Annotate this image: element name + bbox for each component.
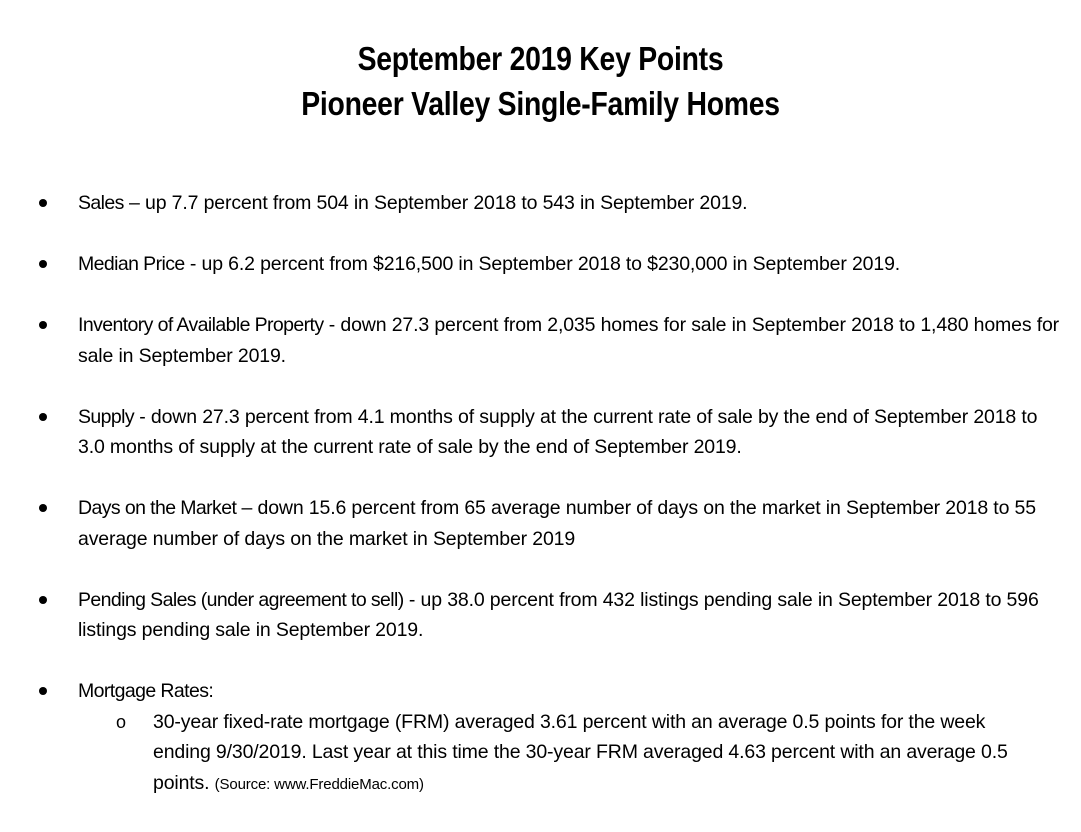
bullet-dot-icon [39, 321, 47, 329]
point-separator: - [323, 314, 341, 336]
point-text: down 15.6 percent from 65 average number of days on the market in September 2018 to 55 average number of days on the market in September 2019 [78, 497, 1036, 550]
bullet-dot-icon [39, 596, 47, 604]
bullet-dot-icon [39, 504, 47, 512]
point-separator: – [123, 192, 146, 214]
point-separator: – [236, 497, 258, 519]
point-text: up 6.2 percent from $216,500 in September 2018 to $230,000 in September 2019. [201, 253, 901, 275]
mortgage-source: (Source: www.FreddieMac.com) [214, 775, 424, 793]
key-points-list [0, 188, 1081, 831]
key-point-days-on-market [0, 493, 1081, 554]
point-label: Supply [78, 405, 135, 428]
key-point-supply [0, 402, 1081, 463]
point-text: down 27.3 percent from 2,035 homes for sale in September 2018 to 1,480 homes for sale in September 2019. [78, 314, 1060, 367]
key-point-pending-sales [0, 585, 1081, 646]
bullet-dot-icon [39, 687, 47, 695]
point-label: Median Price [78, 253, 185, 275]
document-title [0, 36, 1081, 126]
point-separator: - [403, 588, 421, 611]
bullet-dot-icon [39, 260, 47, 268]
title-line-1: September 2019 Key Points [357, 40, 724, 77]
key-point-sales [0, 188, 1081, 219]
key-point-inventory [0, 310, 1081, 371]
point-label: Sales [78, 192, 124, 214]
bullet-dot-icon [39, 199, 47, 207]
bullet-dot-icon [39, 413, 47, 421]
point-text: up 38.0 percent from 432 listings pending sale in September 2018 to 596 listings pending sale in September 2019. [78, 588, 1039, 641]
point-separator: - [184, 253, 202, 275]
mortgage-detail [116, 707, 1061, 801]
mortgage-sub-list [78, 707, 1061, 801]
point-label: Mortgage Rates: [78, 680, 214, 702]
key-point-median-price [0, 249, 1081, 280]
point-label: Pending Sales (under agreement to sell) [78, 588, 404, 611]
mortgage-text: 30-year fixed-rate mortgage (FRM) averaged 3.61 percent with an average 0.5 points for the week ending 9/30/2019. Last year at this time the 30-year FRM averaged 4.63 percent with an average 0.5 points. [153, 710, 1008, 794]
point-text: down 27.3 percent from 4.1 months of supply at the current rate of sale by the end of September 2018 to 3.0 months of supply at the current rate of sale by the end of September 2019. [78, 405, 1038, 458]
key-point-mortgage-rates [0, 676, 1081, 800]
point-label: Days on the Market [78, 497, 237, 519]
point-separator: - [134, 405, 151, 428]
sub-bullet-marker: o [116, 711, 126, 732]
title-line-2: Pioneer Valley Single-Family Homes [301, 85, 780, 122]
point-label: Inventory of Available Property [78, 314, 324, 336]
point-text: up 7.7 percent from 504 in September 2018 to 543 in September 2019. [145, 192, 748, 214]
